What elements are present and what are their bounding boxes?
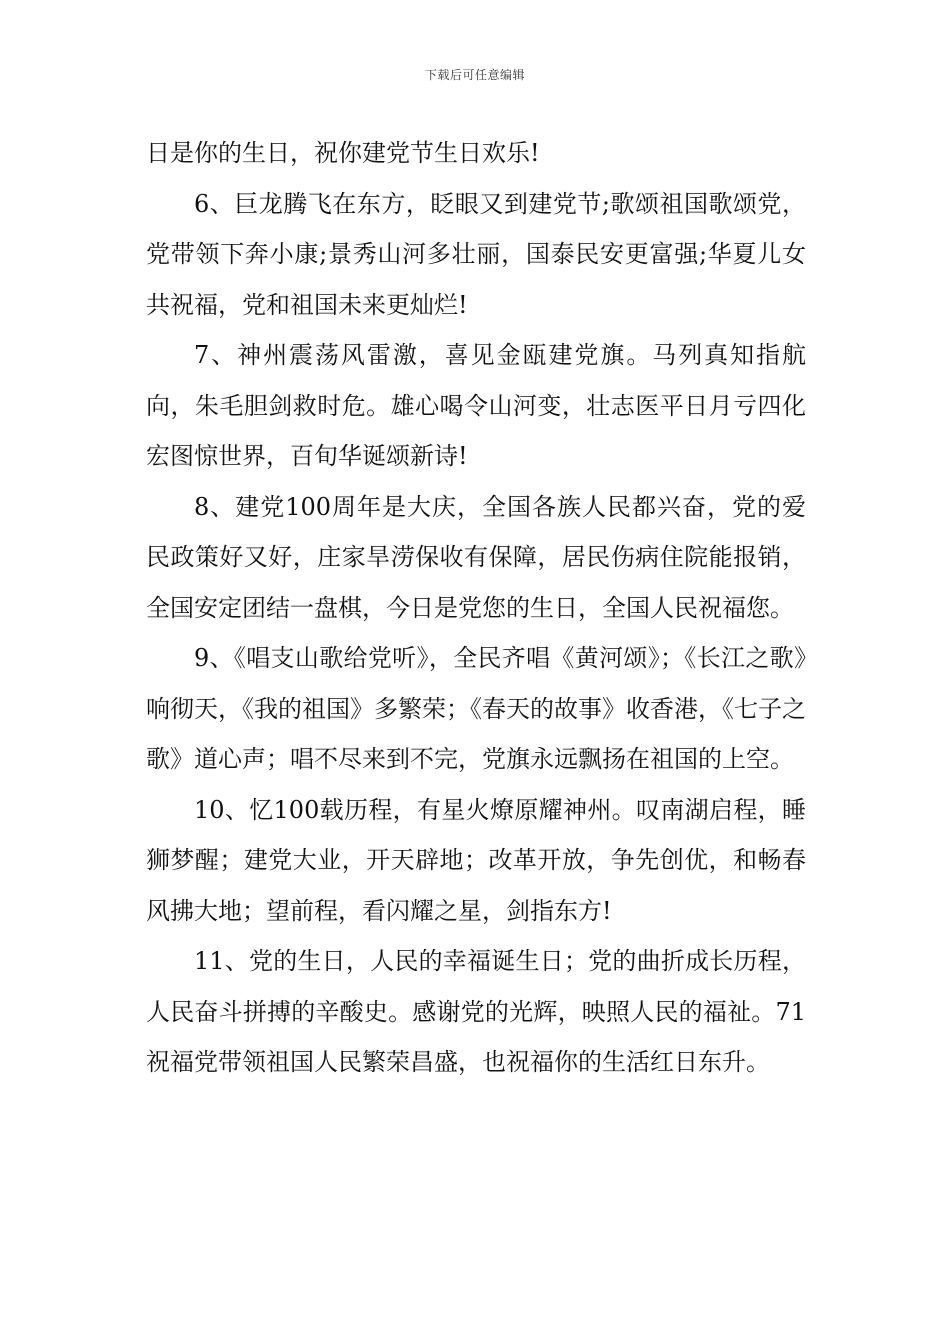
paragraph-item-6: 6、巨龙腾飞在东方，眨眼又到建党节;歌颂祖国歌颂党，党带领下奔小康;景秀山河多壮丽，国泰民安更富强;华夏儿女共祝福，党和祖国未来更灿烂! bbox=[146, 189, 806, 319]
page-header-note: 下载后可任意编辑 bbox=[424, 68, 525, 82]
paragraph-item-7: 7、神州震荡风雷激，喜见金瓯建党旗。马列真知指航向，朱毛胆剑救时危。雄心喝令山河变，壮志医平日月亏四化宏图惊世界，百旬华诞颂新诗! bbox=[146, 341, 806, 470]
document-body bbox=[146, 128, 806, 1088]
paragraph-item-10: 10、忆100载历程，有星火燎原耀神州。叹南湖启程，睡狮梦醒；建党大业，开天辟地；改革开放，争先创优，和畅春风拂大地；望前程，看闪耀之星，剑指东方! bbox=[146, 795, 806, 925]
paragraph-item-9: 9、《唱支山歌给党听》，全民齐唱《黄河颂》；《长江之歌》响彻天，《我的祖国》多繁荣；《春天的故事》收香港，《七子之歌》道心声；唱不尽来到不完，党旗永远飘扬在祖国的上空。 bbox=[146, 644, 806, 773]
paragraph-continuation: 日是你的生日，祝你建党节生日欢乐! bbox=[146, 139, 540, 167]
paragraph-item-11: 11、党的生日，人民的幸福诞生日；党的曲折成长历程，人民奋斗拼搏的辛酸史。感谢党的光辉，映照人民的福祉。71祝福党带领祖国人民繁荣昌盛，也祝福你的生活红日东升。 bbox=[146, 947, 806, 1076]
paragraph-item-8: 8、建党100周年是大庆，全国各族人民都兴奋，党的爱民政策好又好，庄家旱涝保收有保障，居民伤病住院能报销，全国安定团结一盘棋，今日是党您的生日，全国人民祝福您。 bbox=[146, 492, 806, 622]
